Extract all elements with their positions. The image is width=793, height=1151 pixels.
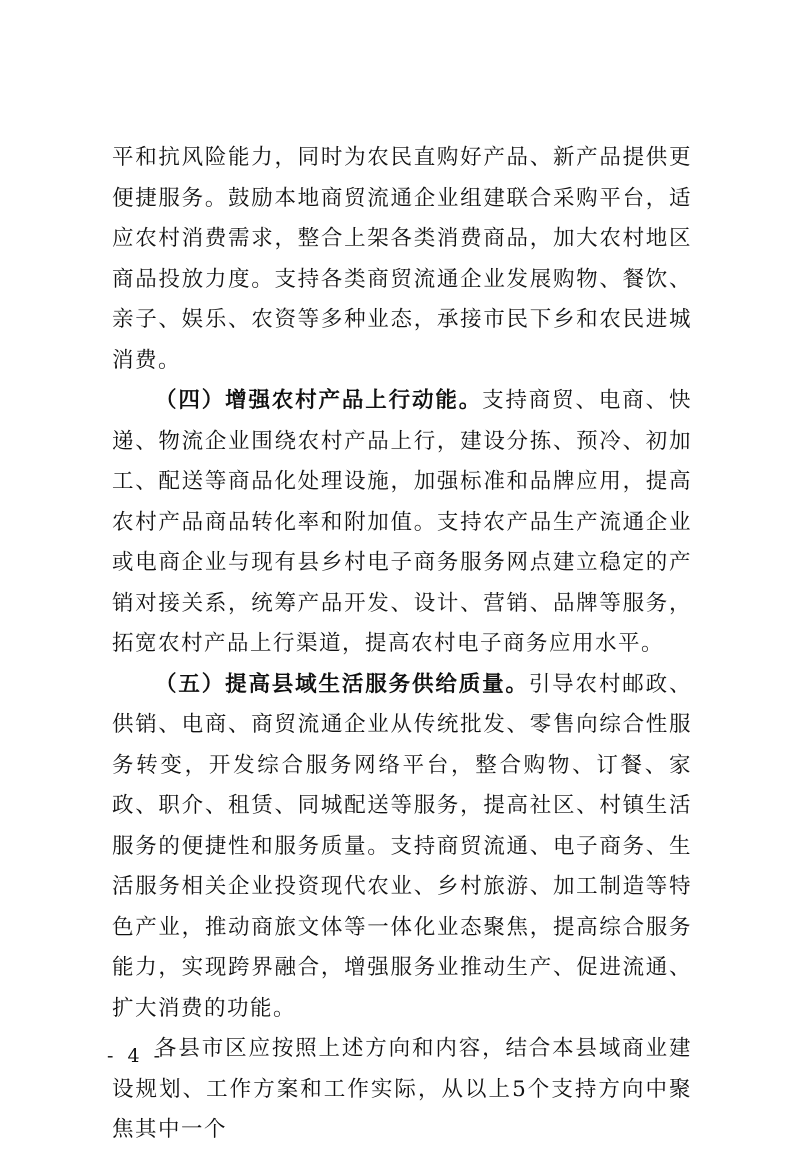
section-heading: （五）提高县域生活服务供给质量。 xyxy=(155,671,529,697)
section-heading: （四）增强农村产品上行动能。 xyxy=(155,388,483,413)
paragraph-text: 支持商贸、电商、快递、物流企业围绕农村产品上行，建设分拣、预冷、初加工、配送等商品化处理设施，加强标准和品牌应用，提高农村产品商品转化率和附加值。支持农产品生产流通企业或电商企业与现有县乡村电子商务服务网点建立稳定的产销对接关系，统筹产品开发、设计、营销、品牌等服务，拓宽农村产品上行渠道，提高农村电子商务应用水平。 xyxy=(112,388,692,656)
document-body xyxy=(112,138,692,1151)
page-number: - 4 - xyxy=(107,1045,165,1067)
paragraph-text: 平和抗风险能力，同时为农民直购好产品、新产品提供更便捷服务。鼓励本地商贸流通企业组建联合采购平台，适应农村消费需求，整合上架各类消费商品，加大农村地区商品投放力度。支持各类商贸流通企业发展购物、餐饮、亲子、娱乐、农资等多种业态，承接市民下乡和农民进城消费。 xyxy=(112,145,692,373)
paragraph-section-4 xyxy=(112,381,692,665)
paragraph-closing xyxy=(112,1029,692,1151)
paragraph-section-5 xyxy=(112,665,692,1030)
paragraph-continuation xyxy=(112,138,692,381)
paragraph-text: 各县市区应按照上述方向和内容，结合本县域商业建设规划、工作方案和工作实际，从以上5个支持方向中聚焦其中一个 xyxy=(112,1036,692,1142)
paragraph-text: 引导农村邮政、供销、电商、商贸流通企业从传统批发、零售向综合性服务转变，开发综合服务网络平台，整合购物、订餐、家政、职介、租赁、同城配送等服务，提高社区、村镇生活服务的便捷性和服务质量。支持商贸流通、电子商务、生活服务相关企业投资现代农业、乡村旅游、加工制造等特色产业，推动商旅文体等一体化业态聚焦，提高综合服务能力，实现跨界融合，增强服务业推动生产、促进流通、扩大消费的功能。 xyxy=(112,671,692,1021)
